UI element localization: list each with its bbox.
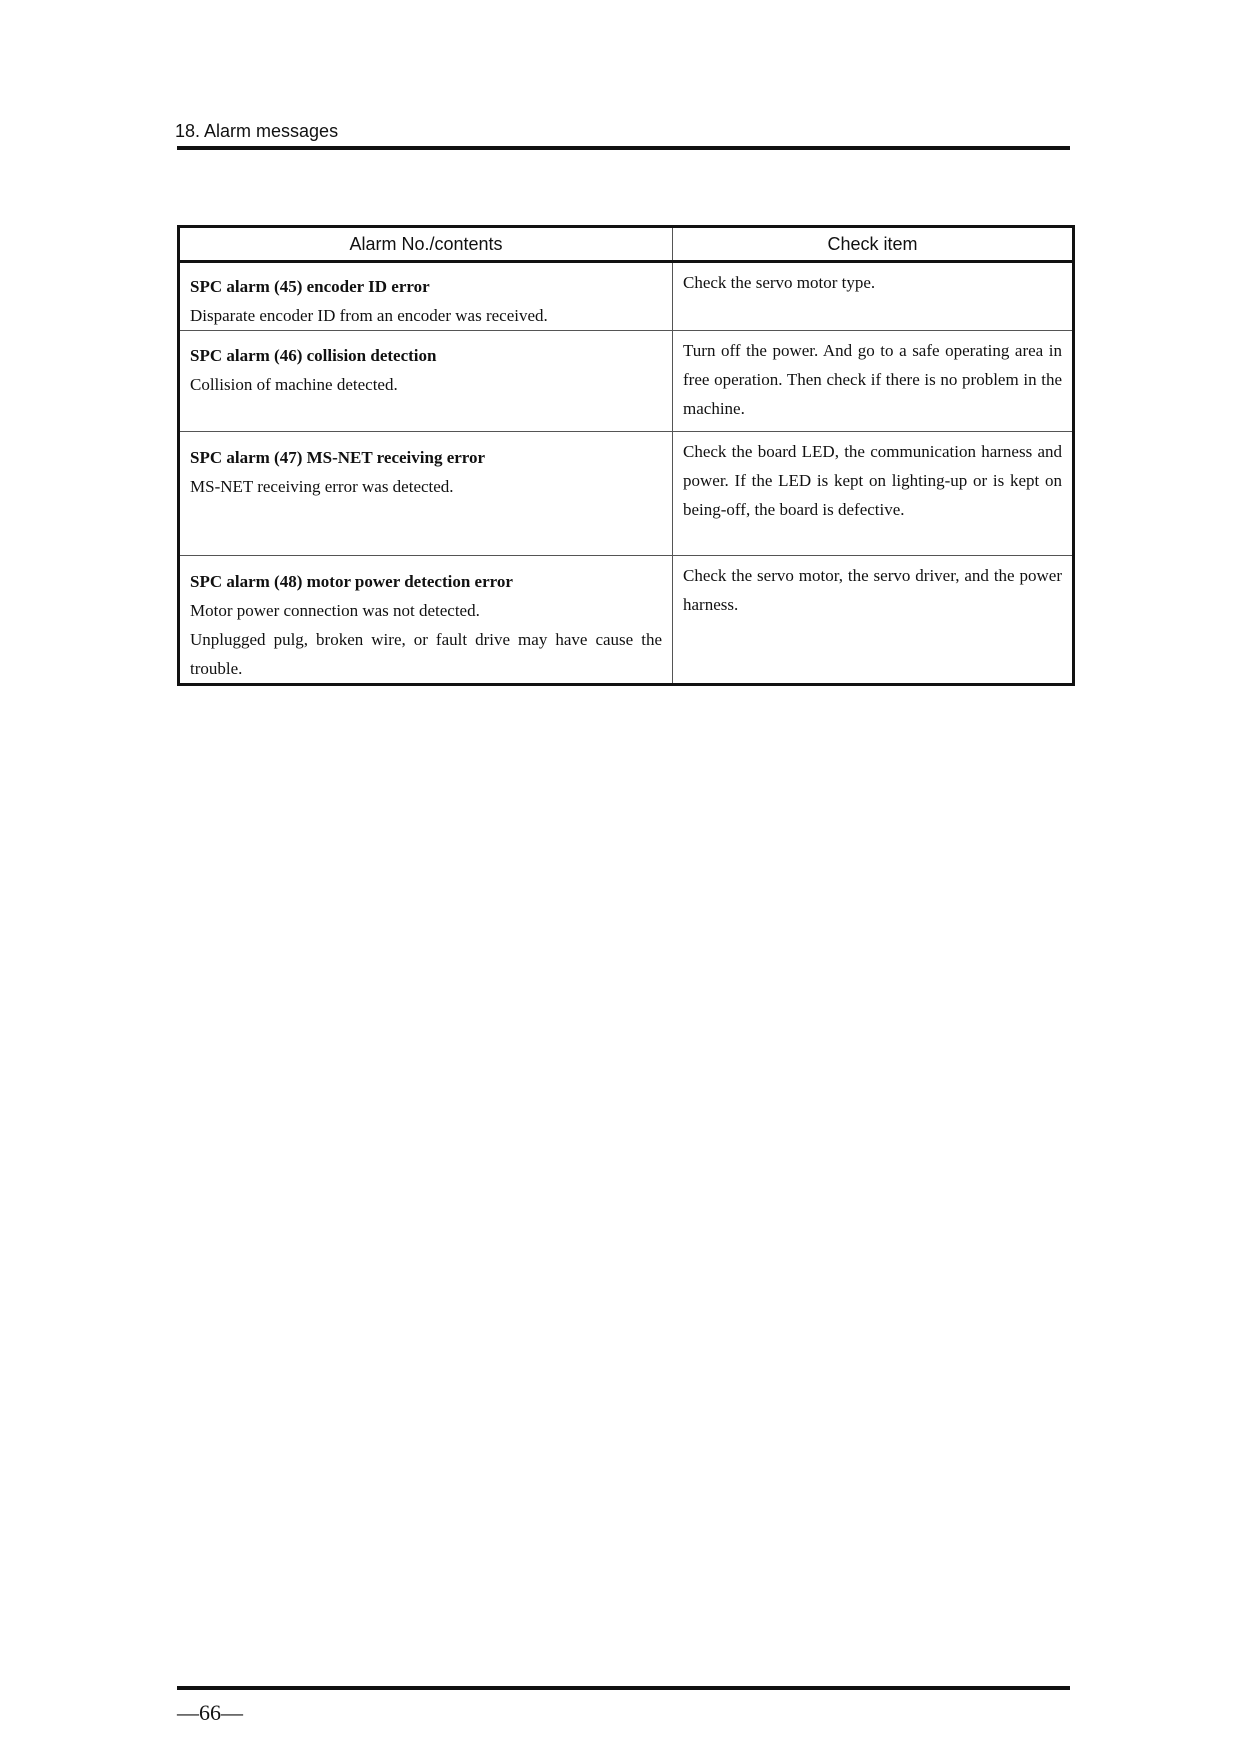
footer-rule [177,1686,1070,1690]
alarm-title: SPC alarm (46) collision detection [190,346,437,365]
alarm-description: MS-NET receiving error was detected. [190,477,454,496]
column-header-check-item: Check item [673,227,1074,262]
check-item-cell: Check the board LED, the communication harness and power. If the LED is kept on lighting-up or is kept on being-off, the board is defective. [673,432,1074,556]
alarm-contents-cell [179,556,673,685]
table-row [179,432,1074,556]
check-item-cell: Check the servo motor, the servo driver, and the power harness. [673,556,1074,685]
alarm-title: SPC alarm (48) motor power detection error [190,572,513,591]
alarm-title: SPC alarm (47) MS-NET receiving error [190,448,486,467]
alarm-description: Motor power connection was not detected. [190,601,480,620]
alarm-description: Disparate encoder ID from an encoder was received. [190,306,548,325]
section-title: 18. Alarm messages [175,121,339,141]
table-row [179,331,1074,432]
header-rule [177,146,1070,150]
page-number: —66— [177,1700,243,1725]
alarm-table [177,225,1075,686]
alarm-contents-cell [179,331,673,432]
check-item-cell: Turn off the power. And go to a safe operating area in free operation. Then check if there is no problem in the machine. [673,331,1074,432]
alarm-description: Collision of machine detected. [190,375,398,394]
column-header-alarm: Alarm No./contents [179,227,673,262]
alarm-contents-cell [179,432,673,556]
alarm-contents-cell [179,262,673,331]
table-header-row [179,227,1074,262]
check-item-cell: Check the servo motor type. [673,262,1074,331]
table-row [179,262,1074,331]
table-row [179,556,1074,685]
alarm-title: SPC alarm (45) encoder ID error [190,277,430,296]
alarm-description: Unplugged pulg, broken wire, or fault drive may have cause the trouble. [190,630,662,678]
